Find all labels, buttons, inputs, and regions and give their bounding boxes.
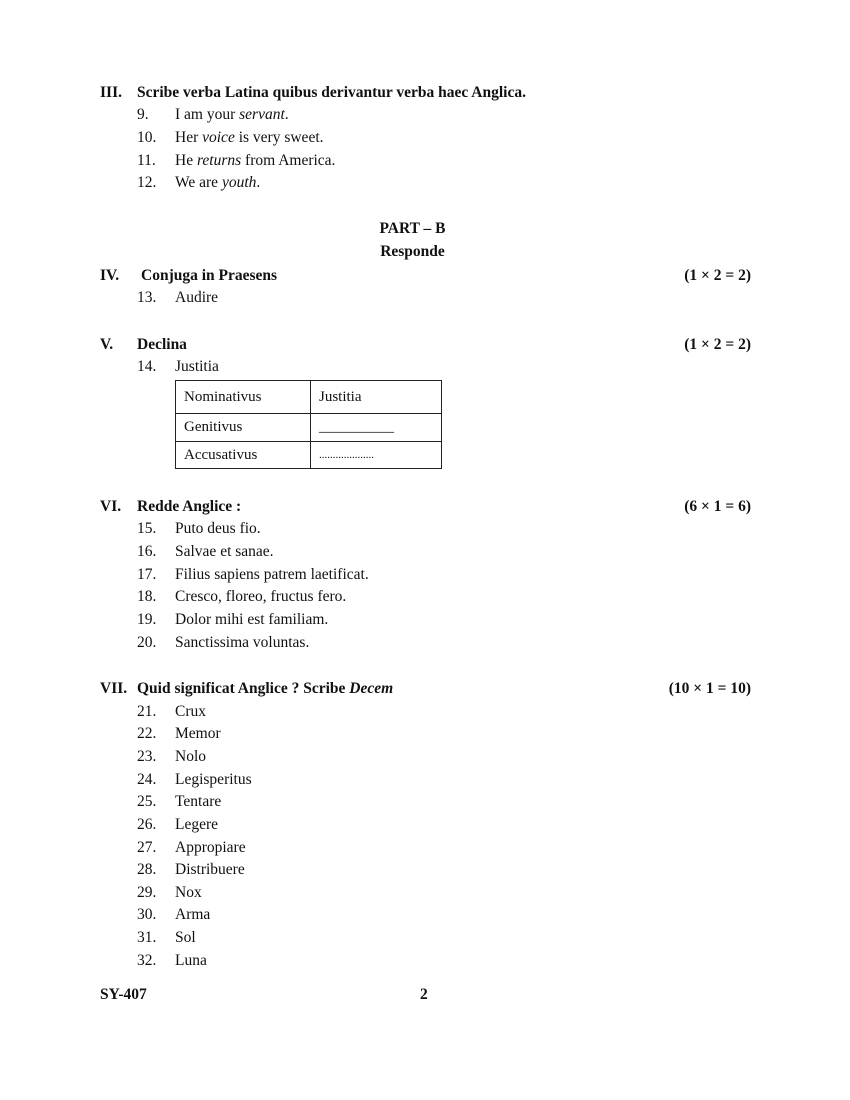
- question-text: I am your servant.: [175, 106, 289, 123]
- section-vi-marks: (6 × 1 = 6): [684, 498, 751, 515]
- table-row: [176, 381, 442, 414]
- question-number: 24.: [137, 771, 157, 788]
- question-text: Sanctissima voluntas.: [175, 634, 310, 651]
- question-number: 30.: [137, 906, 157, 923]
- question-text: Puto deus fio.: [175, 520, 261, 537]
- section-v-heading: Declina: [137, 336, 187, 353]
- question-number: 29.: [137, 884, 157, 901]
- question-text: Justitia: [175, 358, 219, 375]
- case-form: Justitia: [311, 381, 442, 414]
- question-number: 9.: [137, 106, 149, 123]
- question-text: Luna: [175, 952, 207, 969]
- case-label: Accusativus: [176, 442, 311, 469]
- question-number: 31.: [137, 929, 157, 946]
- question-text: Appropiare: [175, 839, 246, 856]
- question-text: Filius sapiens patrem laetificat.: [175, 566, 369, 583]
- question-number: 22.: [137, 725, 157, 742]
- question-number: 21.: [137, 703, 157, 720]
- question-text: Sol: [175, 929, 196, 946]
- question-number: 28.: [137, 861, 157, 878]
- question-text: Legisperitus: [175, 771, 252, 788]
- question-text: Memor: [175, 725, 221, 742]
- section-iii-number: III.: [100, 84, 122, 101]
- section-iv-marks: (1 × 2 = 2): [684, 267, 751, 284]
- question-number: 14.: [137, 358, 157, 375]
- question-text: Nox: [175, 884, 202, 901]
- question-text: Salvae et sanae.: [175, 543, 274, 560]
- question-text: Nolo: [175, 748, 206, 765]
- question-number: 10.: [137, 129, 157, 146]
- section-v-marks: (1 × 2 = 2): [684, 336, 751, 353]
- section-vi-number: VI.: [100, 498, 122, 515]
- part-b-title: PART – B: [379, 220, 446, 237]
- case-form-blank: __________: [311, 414, 442, 442]
- section-iv-heading: Conjuga in Praesens: [141, 267, 278, 284]
- part-b-subtitle: Responde: [380, 243, 445, 260]
- question-number: 18.: [137, 588, 157, 605]
- section-vii-number: VII.: [100, 680, 128, 697]
- question-text: Tentare: [175, 793, 222, 810]
- section-vii-marks: (10 × 1 = 10): [668, 680, 751, 697]
- question-text: He returns from America.: [175, 152, 336, 169]
- question-number: 26.: [137, 816, 157, 833]
- emphasized-word: Decem: [349, 680, 394, 697]
- section-v-number: V.: [100, 336, 114, 353]
- question-text: Dolor mihi est familiam.: [175, 611, 329, 628]
- question-text: Arma: [175, 906, 211, 923]
- question-text: We are youth.: [175, 174, 261, 191]
- emphasized-word: servant: [239, 106, 285, 123]
- question-number: 19.: [137, 611, 157, 628]
- question-number: 27.: [137, 839, 157, 856]
- table-row: [176, 414, 442, 442]
- question-text: Her voice is very sweet.: [175, 129, 324, 146]
- case-label: Nominativus: [176, 381, 311, 414]
- case-form-blank: ....................: [311, 442, 442, 469]
- paper-code: SY-407: [100, 986, 147, 1003]
- emphasized-word: youth: [221, 174, 257, 191]
- section-iv-number: IV.: [100, 267, 120, 284]
- question-text: Distribuere: [175, 861, 245, 878]
- question-number: 13.: [137, 289, 157, 306]
- question-number: 11.: [137, 152, 156, 169]
- emphasized-word: returns: [196, 152, 242, 169]
- question-number: 23.: [137, 748, 157, 765]
- question-number: 12.: [137, 174, 157, 191]
- question-number: 17.: [137, 566, 157, 583]
- question-number: 20.: [137, 634, 157, 651]
- question-number: 16.: [137, 543, 157, 560]
- question-text: Audire: [175, 289, 219, 306]
- section-iii-heading: Scribe verba Latina quibus derivantur verba haec Anglica.: [137, 84, 526, 101]
- question-text: Crux: [175, 703, 206, 720]
- case-label: Genitivus: [176, 414, 311, 442]
- question-number: 15.: [137, 520, 157, 537]
- emphasized-word: voice: [202, 129, 235, 146]
- table-row: [176, 442, 442, 469]
- question-number: 25.: [137, 793, 157, 810]
- page-number: 2: [420, 986, 428, 1003]
- section-vi-heading: Redde Anglice :: [137, 498, 242, 515]
- question-number: 32.: [137, 952, 157, 969]
- declension-table: [175, 380, 442, 469]
- section-vii-heading: Quid significat Anglice ? Scribe Decem: [137, 680, 394, 697]
- question-text: Cresco, floreo, fructus fero.: [175, 588, 347, 605]
- question-text: Legere: [175, 816, 219, 833]
